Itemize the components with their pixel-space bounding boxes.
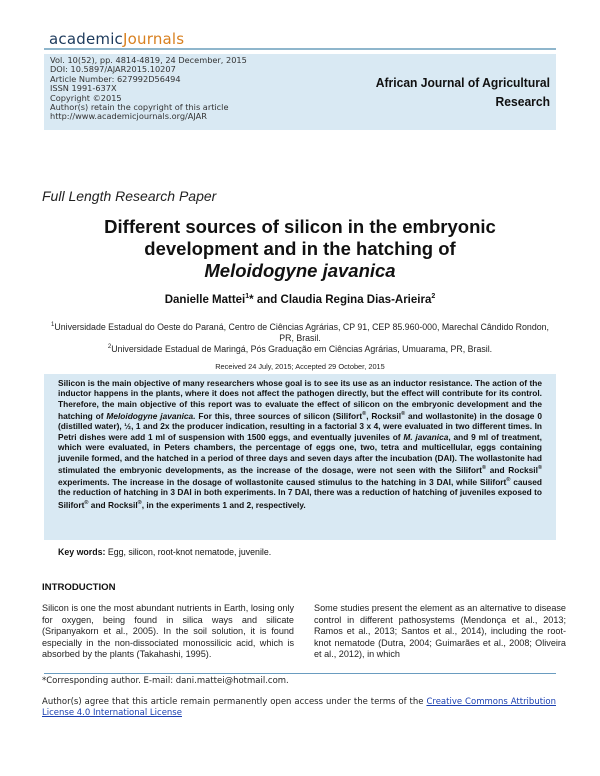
registered-mark: ® [84,499,89,506]
footnote-divider [44,673,556,674]
abstract-part: , in the experiments 1 and 2, respectively. [141,499,306,510]
license-text: Author(s) agree that this article remain permanently open access under the terms of the [42,697,424,707]
author-2: Claudia Regina Dias-Arieira [280,293,432,306]
abstract-part: and Rocksil [88,499,138,510]
registered-mark: ® [362,411,367,418]
author-list [60,293,540,306]
journal-name [355,73,550,111]
corresponding-mark: * [249,293,254,306]
author-1-affiliation: 1 [245,293,250,300]
corresponding-author: *Corresponding author. E-mail: dani.mattei@hotmail.com. [42,676,289,686]
license-link[interactable]: Creative Commons Attribution License 4.0 International License [42,697,556,718]
registered-mark: ® [401,411,406,418]
abstract-part: , Rocksil [366,411,402,421]
title-line1: Different sources of silicon in the embryonic [104,216,496,237]
publisher-logo [49,30,184,48]
meta-volume: Vol. 10(52), pp. 4814-4819, 24 December, 2015 [50,55,247,65]
abstract-species: M. javanica [403,431,449,442]
affiliation-2 [44,342,556,355]
introduction-right-column: Some studies present the element as an alternative to disease control in different pathosystems (Mendonça et al., 2013; Ramos et al., 2013; Santos et al., 2014), including the root-knot nematode (Dutra, 2004; Guimarães et al., 2008; Oliveira et al., 2012), in which [314,603,566,660]
received-dates: Received 24 July, 2015; Accepted 29 October, 2015 [215,362,385,371]
keywords [58,547,548,557]
keywords-text: Egg, silicon, root-knot nematode, juvenile. [107,547,272,557]
registered-mark: ® [137,499,142,506]
logo-part-journals: Journals [123,30,185,48]
abstract-part: and Rocksil [486,464,538,475]
title-line2: development and in the hatching of [144,238,456,259]
abstract-part: , and 9 ml of treatment, which were evaluated, in Peters chambers, the percentage of eggs one, two, tetra and multicellular, eggs containing juvenile formed, and the hatched in a period of three days and seven days after the incubation (DAI). The wollastonite had stimulated the embryonic developments, as the increase of the dosage, were not seen with the Silifort [58,431,542,475]
abstract-text [58,378,542,510]
journal-name-line2: Research [495,94,550,109]
abstract-part: For this, three sources of silicon (Silifort [198,411,363,421]
meta-url[interactable]: http://www.academicjournals.org/AJAR [50,111,207,122]
keywords-label: Key words: [58,547,106,557]
abstract-part: and wollastonite) in the dosage 0 (distilled water), ½, 1 and 2x the producer indication, resulting in a factorial 3 x 4, were evaluated in two different times. In Petri dishes were add 1 ml of suspension with 1500 eggs, and eventually juveniles of [58,411,542,442]
journal-name-line1: African Journal of Agricultural [375,75,550,90]
meta-copyright: Copyright ©2015 [50,92,122,103]
abstract-part: caused the reduction of hatching in 3 DAI in both experiments. In 7 DAI, there was a reduction of hatching of juveniles exposed to Silifort [58,477,542,510]
abstract-species: Meloidogyne javanica. [106,411,196,421]
meta-article-number: Article Number: 627992D56494 [50,73,181,84]
abstract-box [44,374,556,540]
author-join: and [256,293,278,306]
registered-mark: ® [537,465,542,472]
title-line3: Meloidogyne javanica [204,260,396,281]
affiliation-1-text: Universidade Estadual do Oeste do Paraná, Centro de Ciências Agrárias, CP 91, CEP 85.960-000, Marechal Cândido Rondon, PR, Brasil. [54,321,549,343]
section-heading-introduction: INTRODUCTION [42,582,116,593]
abstract-part: experiments. The increase in the dosage of wollastonite caused stimulus to the hatching in 3 DAI, while Silifort [58,477,507,487]
meta-issn: ISSN 1991-637X [50,83,117,94]
author-1: Danielle Mattei [164,293,246,306]
affiliation-1 [44,320,556,344]
registered-mark: ® [506,477,511,484]
logo-part-academic: academic [49,30,124,48]
license-notice [42,697,556,719]
affiliation-2-text: Universidade Estadual de Maringá, Pós Graduação em Ciências Agrárias, Umuarama, PR, Brasil. [111,343,493,354]
meta-doi: DOI: 10.5897/AJAR2015.10207 [50,64,176,75]
paper-title [60,216,540,282]
abstract-part: Silicon is the main objective of many researchers whose goal is to see its use as an inductor resistance. The action of the inductor happens in the plants, where it does not affect the pathogen directly, but the effect will contribute for its control. Therefore, the main objective of this report was to evaluate the effect of silicon on the embryonic development and the hatching of [58,378,542,421]
meta-rights: Author(s) retain the copyright of this article [50,102,229,113]
journal-meta-box [44,54,556,130]
author-2-affiliation: 2 [431,293,436,300]
paper-type: Full Length Research Paper [42,188,217,204]
registered-mark: ® [482,465,487,472]
affiliation-2-marker: 2 [107,344,112,350]
header-divider [44,48,556,50]
article-meta [50,56,247,122]
affiliation-1-marker: 1 [51,322,55,328]
introduction-left-column: Silicon is one the most abundant nutrients in Earth, losing only for oxygen, being found in silica ways and silicate (Sripanyakorn et al., 2005). In the soil solution, it is found especially in the non-dissociated monossilicic acid, which is absorbed by the plants (Takahashi, 1995). [42,603,294,660]
